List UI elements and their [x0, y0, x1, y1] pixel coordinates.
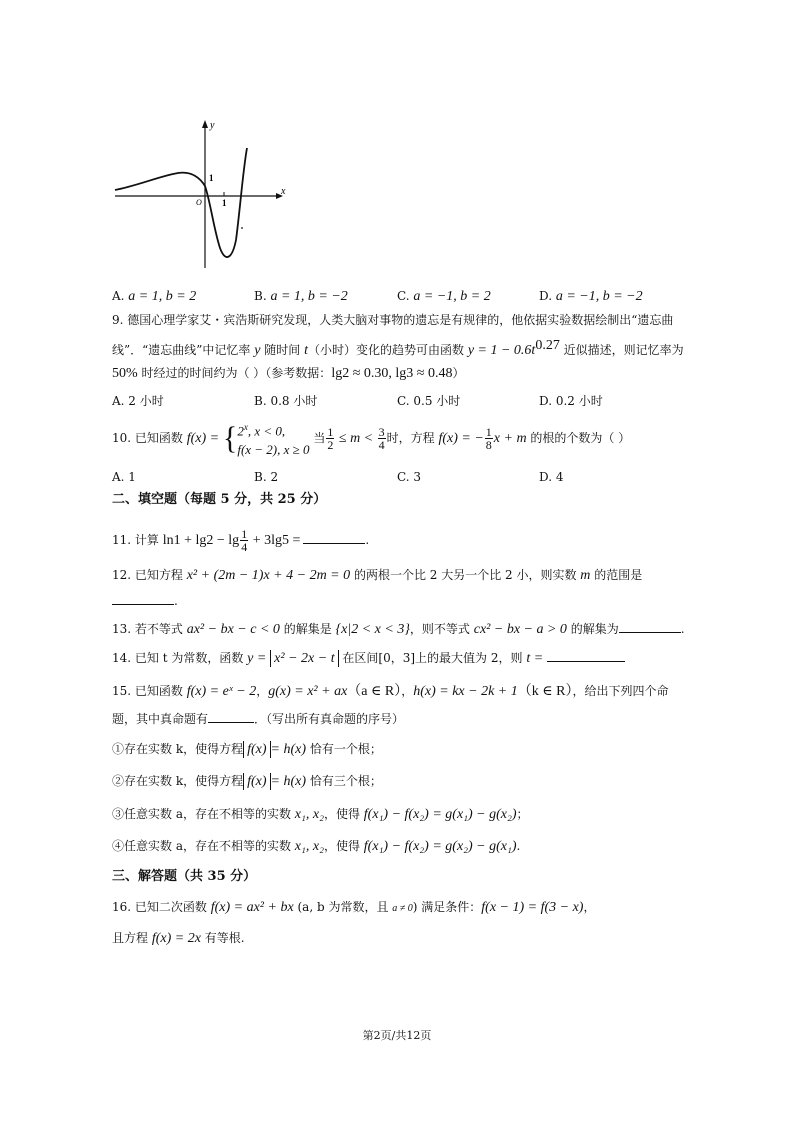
function-curve [115, 148, 247, 257]
q12-line-2: . [112, 592, 178, 610]
q15-answer-blank[interactable] [208, 710, 254, 723]
origin-label: O [196, 198, 202, 207]
fraction-one-eighth: $\frac{1}{8}$ [485, 425, 492, 452]
axis-y-label: y [210, 120, 215, 131]
y-tick-label: 1 [209, 173, 214, 183]
q15-statement-4: ④任意实数 a，存在不相等的实数 x₁, x₂，使得 f(x₁) − f(x₂) = g(x₂) − g(x₁). [112, 839, 521, 854]
q10-option-c: C. 3 [397, 470, 422, 484]
piecewise-brace: { [222, 420, 238, 456]
section-3-heading: 三、解答题（共 35 分） [112, 869, 257, 884]
y-axis-arrow [202, 120, 208, 128]
q10-option-d: D. 4 [539, 470, 564, 484]
q9-option-b: B. 0.8 小时 [254, 394, 318, 408]
q8-option-d: D. a = −1, b = −2 [539, 289, 643, 304]
fraction-three-quarters: $\frac{3}{4}$ [378, 425, 385, 452]
q9-option-d: D. 0.2 小时 [539, 394, 603, 408]
q14-line: 14. 已知 t 为常数，函数 y = x² − 2x − t 在区间[0，3]上的最大值为 2，则 t = [112, 649, 625, 668]
fraction-one-half: $\frac{1}{2}$ [327, 425, 334, 452]
q8-option-c: C. a = −1, b = 2 [397, 289, 491, 304]
piecewise-cases: 2$^x$, x < 0, f(x − 2), x ≥ 0 [237, 422, 310, 457]
fraction-one-quarter: $\frac{1}{4}$ [241, 527, 248, 554]
q16-line-1: 16. 已知二次函数 f(x) = ax² + bx (a, b 为常数，且 a ≠ 0) 满足条件：f(x − 1) = f(3 − x)， [112, 900, 596, 915]
q12-line-1: 12. 已知方程 x² + (2m − 1)x + 4 − 2m = 0 的两根一个比 2 大另一个比 2 小，则实数 m 的范围是 [112, 568, 643, 583]
absolute-value-expression: x² − 2x − t [270, 650, 338, 667]
q15-line-2: 题，其中真命题有 ．（写出所有真命题的序号） [112, 712, 405, 726]
x-tick-label: 1 [222, 198, 227, 208]
q13-answer-blank[interactable] [619, 620, 681, 633]
function-graph-figure [0, 0, 794, 280]
q15-line-1: 15. 已知函数 f(x) = eˣ − 2，g(x) = x² + ax（a ∈ R），h(x) = kx − 2k + 1（k ∈ R），给出下列四个命 [112, 684, 669, 699]
q11-answer-blank[interactable] [303, 531, 365, 544]
q8-option-b: B. a = 1, b = −2 [254, 289, 348, 304]
q15-statement-1: ①存在实数 k，使得方程 f(x) = h(x) 恰有一个根； [112, 742, 382, 757]
q9-line-1: 9. 德国心理学家艾・宾浩斯研究发现，人类大脑对事物的遗忘是有规律的，他依据实验数据绘制出“遗忘曲 [112, 313, 674, 327]
q12-answer-blank[interactable] [112, 592, 174, 605]
q10-option-a: A. 1 [112, 470, 136, 484]
q9-line-3: 50% 时经过的时间约为（ ）（参考数据：lg2 ≈ 0.30, lg3 ≈ 0.48） [112, 366, 465, 381]
page-footer: 第2页/共12页 [362, 1029, 432, 1042]
q15-statement-3: ③任意实数 a，存在不相等的实数 x₁, x₂，使得 f(x₁) − f(x₂) = g(x₁) − g(x₂)； [112, 807, 529, 822]
axis-x-label: x [281, 186, 286, 197]
q14-answer-blank[interactable] [547, 649, 625, 662]
q13-line: 13. 若不等式 ax² − bx − c < 0 的解集是 {x|2 < x < 3}，则不等式 cx² − bx − a > 0 的解集为 . [112, 622, 685, 637]
q16-line-2: 且方程 f(x) = 2x 有等根. [112, 931, 245, 946]
q9-option-a: A. 2 小时 [112, 394, 164, 408]
q10-option-b: B. 2 [254, 470, 279, 484]
q8-option-a: A. a = 1, b = 2 [112, 289, 197, 304]
q15-statement-2: ②存在实数 k，使得方程 f(x) = h(x) 恰有三个根； [112, 774, 382, 789]
q9-option-c: C. 0.5 小时 [397, 394, 461, 408]
figure-dot [241, 227, 243, 229]
section-2-heading: 二、填空题（每题 5 分，共 25 分） [112, 492, 327, 507]
q9-line-2: 线”．“遗忘曲线”中记忆率 y 随时间 t（小时）变化的趋势可由函数 $y = 1 - 0.6t^{0.27}$ 近似描述，则记忆率为 [112, 338, 684, 358]
q10-line: 10. 已知函数 f(x) = { 2$^x$, x < 0, f(x − 2), x ≥ 0 当 $\frac{1}{2}$ ≤ m < $\frac{3}{4}$ 时，方程 f(x) = − $\frac{1}{8}$ x + m 的根的个数为（ ） [112, 418, 630, 458]
q11-line: 11. 计算 ln1 + lg2 − lg $\frac{1}{4}$ + 3lg5 = . [112, 527, 370, 554]
